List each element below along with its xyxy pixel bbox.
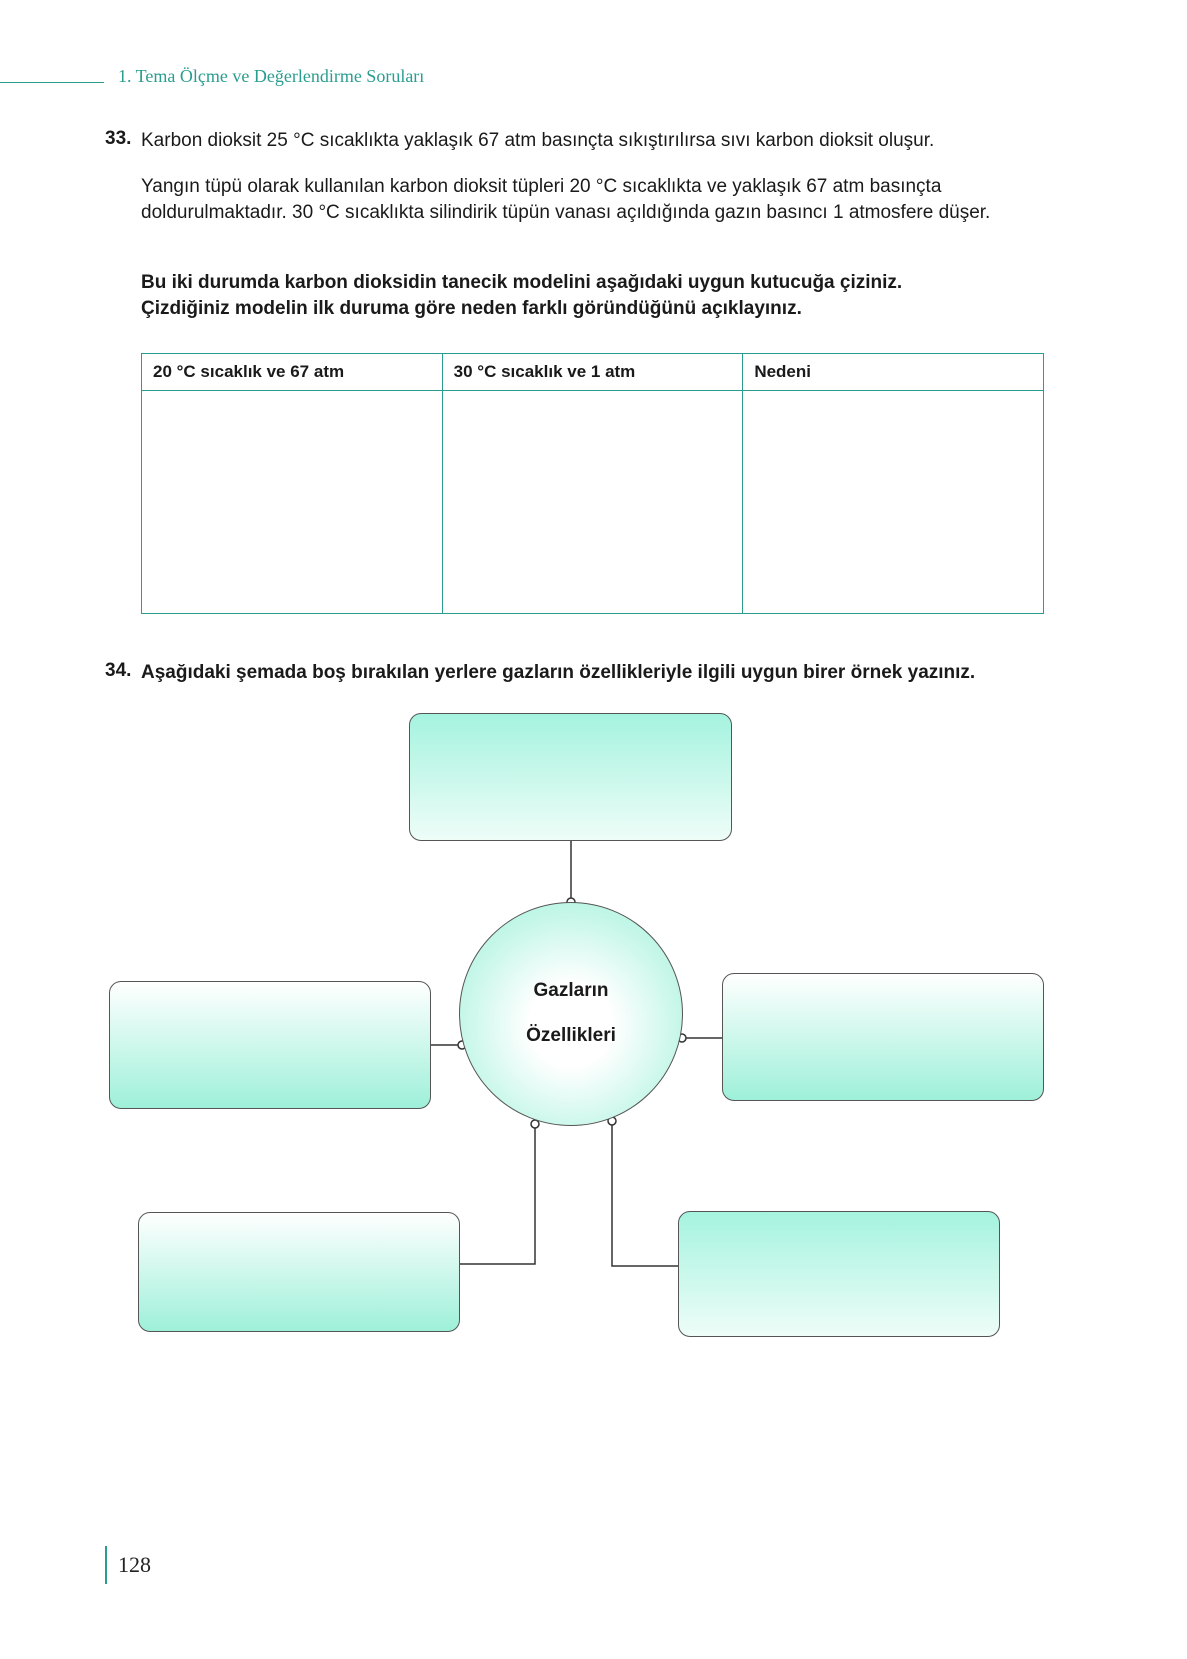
question-33-intro: Karbon dioksit 25 °C sıcaklıkta yaklaşık 67 atm basınçta sıkıştırılırsa sıvı karbon dioksit oluşur.: [141, 130, 935, 151]
question-33-instruction-1: Bu iki durumda karbon dioksidin tanecik modelini aşağıdaki uygun kutucuğa çiziniz.: [141, 272, 903, 293]
center-label-line-1: Gazların: [533, 980, 609, 1001]
diagram-box-top[interactable]: [409, 713, 732, 841]
question-34-number: 34.: [105, 660, 132, 681]
table-header-reason: Nedeni: [743, 354, 1044, 391]
diagram-box-bottom-left[interactable]: [138, 1212, 460, 1332]
table-header-state-1: 20 °C sıcaklık ve 67 atm: [142, 354, 443, 391]
question-34-instruction: Aşağıdaki şemada boş bırakılan yerlere gazların özellikleriyle ilgili uygun birer örnek yazınız.: [141, 662, 976, 683]
header-title: 1. Tema Ölçme ve Değerlendirme Soruları: [118, 66, 425, 86]
footer-rule: [105, 1546, 107, 1584]
center-label-line-2: Özellikleri: [526, 1025, 616, 1046]
table-header-state-2: 30 °C sıcaklık ve 1 atm: [442, 354, 743, 391]
question-33-number: 33.: [105, 128, 132, 149]
diagram-box-left[interactable]: [109, 981, 431, 1109]
diagram-center-circle: [459, 902, 683, 1126]
diagram-box-bottom-right[interactable]: [678, 1211, 1000, 1337]
question-33-instruction-2: Çizdiğiniz modelin ilk duruma göre neden farklı göründüğünü açıklayınız.: [141, 298, 802, 319]
question-33-paragraph: Yangın tüpü olarak kullanılan karbon dioksit tüpleri 20 °C sıcaklıkta ve yaklaşık 67 atm basınçta doldurulmaktadır. 30 °C sıcaklıkta silindirik tüpün vanası açıldığında gazın basıncı 1 atmosfere düşer.: [141, 176, 991, 223]
page-number: 128: [118, 1552, 151, 1577]
diagram-box-right[interactable]: [722, 973, 1044, 1101]
